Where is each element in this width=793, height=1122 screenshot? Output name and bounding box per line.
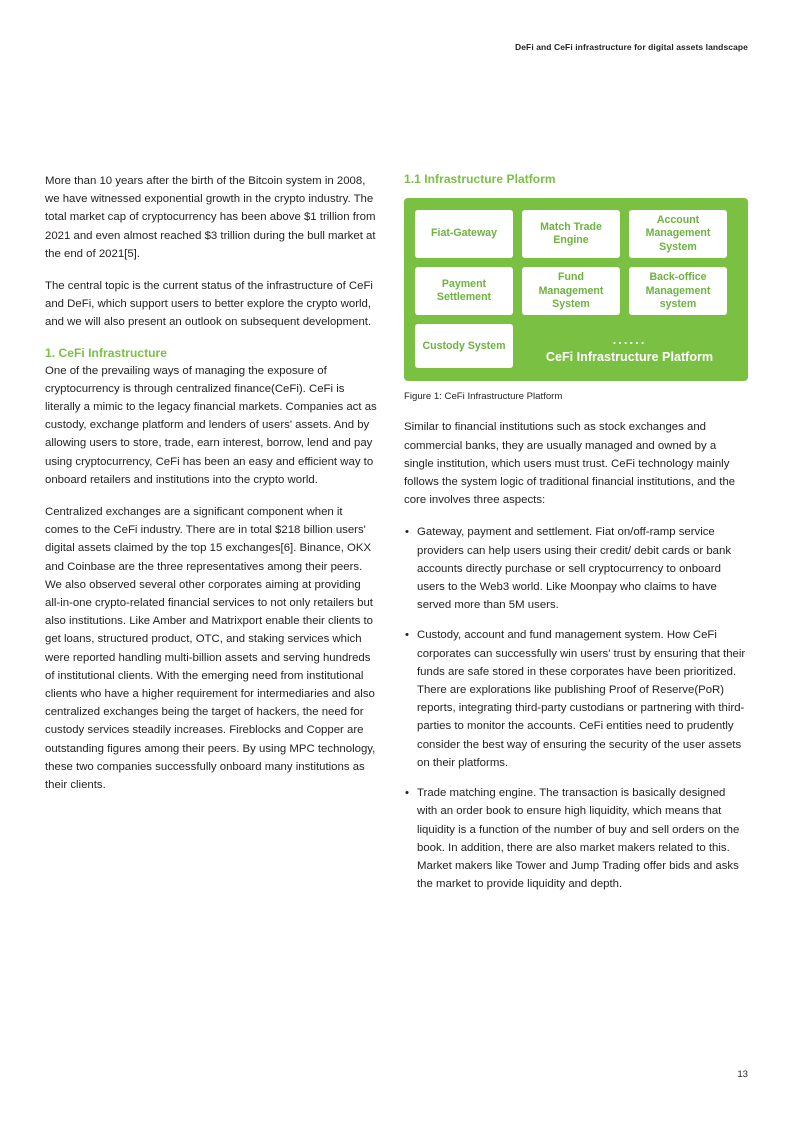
paragraph-cefi-2: Centralized exchanges are a significant component when it comes to the CeFi industry. There are in total $218 billion users' digital assets claimed by the top 15 exchanges[6]. Binance, OKX and Coinbase are the three representatives among their peers. We also observed several other corporates aiming at providing all-in-one crypto-related financial services to not only retailers but also institutions. Like Amber and Matrixport enable their clients to get loans, structured product, OTC, and staking services which were reported handling multi-billion assets and serving hundreds of institutional clients. With the emerging need from institutional clients who have a higher requirement for intermediaries and also centralized exchanges being the target of hackers, the need for custody services steadily increases. Fireblocks and Copper are outstanding figures among their peers. By using MPC technology, these two companies successfully onboard many institutions as their clients. bbox=[45, 506, 376, 792]
list-item: • Gateway, payment and settlement. Fiat on/off-ramp service providers can help users using their credit/ debit cards or bank accounts directly purchase or sell cryptocurrency to onboard users to the Web3 world. Like Moonpay who claims to have served more than 5M users. bbox=[404, 523, 748, 614]
list-item: • Custody, account and fund management system. How CeFi corporates can successfully win users' trust by ensuring that their funds are safe stored in these corporates have been prioritized. There are explorations like publishing Proof of Reserve(PoR) reports, integrating third-party custodians or partnering with third-parties to monitor the accounts. CeFi entities need to prudently consider the best way of ensuring the security of the user assets on their platforms. bbox=[404, 626, 748, 772]
figure-box-fund-management-system: Fund Management System bbox=[522, 267, 620, 315]
figure-box-fiat-gateway: Fiat-Gateway bbox=[415, 210, 513, 258]
figure-title: CeFi Infrastructure Platform bbox=[545, 350, 714, 365]
section-heading-infrastructure-platform: 1.1 Infrastructure Platform bbox=[404, 172, 556, 186]
paragraph-similar-institutions: Similar to financial institutions such as stock exchanges and commercial banks, they are usually managed and owned by a single institution, which users must trust. CeFi technology mainly follows the system logic of traditional financial institutions, and the core involves three aspects: bbox=[404, 421, 736, 507]
paragraph-cefi-1: One of the prevailing ways of managing the exposure of cryptocurrency is through centralized finance(CeFi). CeFi is literally a mimic to the legacy financial markets. Companies act as custody, exchange platform and lenders of users' assets. And by allowing users to store, trade, earn interest, borrow, lend and pay using cryptocurrency, CeFi has been an easy and efficient way to onboard retailers and institutions into the crypto world. bbox=[45, 364, 377, 486]
figure-inner-caption bbox=[522, 334, 737, 368]
figure-last-row bbox=[415, 324, 737, 368]
left-column bbox=[45, 172, 377, 808]
list-item: • Trade matching engine. The transaction is basically designed with an order book to ensure high liquidity, which means that liquidity is a function of the number of buy and sell orders on the book. In addition, there are also market makers related to this. Market makers like Tower and Jump Trading offer bids and asks the market to provide liquidity and depth. bbox=[404, 784, 748, 893]
figure-box-custody-system: Custody System bbox=[415, 324, 513, 368]
running-head: DeFi and CeFi infrastructure for digital assets landscape bbox=[515, 42, 748, 52]
figure-box-account-management-system: Account Management System bbox=[629, 210, 727, 258]
figure-box-match-trade-engine: Match Trade Engine bbox=[522, 210, 620, 258]
figure-ellipsis: ...... bbox=[612, 332, 647, 348]
figure-box-back-office-management-system: Back-office Management system bbox=[629, 267, 727, 315]
figure-caption: Figure 1: CeFi Infrastructure Platform bbox=[404, 391, 563, 403]
figure-cefi-infrastructure-platform bbox=[404, 198, 748, 381]
core-aspects-list bbox=[404, 523, 748, 893]
section-heading-cefi-infrastructure: 1. CeFi Infrastructure bbox=[45, 345, 168, 360]
figure-box-payment-settlement: Payment Settlement bbox=[415, 267, 513, 315]
right-column bbox=[404, 172, 748, 905]
figure-box-grid bbox=[415, 210, 737, 315]
page-number: 13 bbox=[737, 1069, 748, 1080]
paragraph-intro-1: More than 10 years after the birth of the Bitcoin system in 2008, we have witnessed exponential growth in the crypto industry. The total market cap of cryptocurrency has been above $1 trillion from 2021 and even almost reached $3 trillion during the bull market at the end of 2021[5]. bbox=[45, 175, 376, 260]
paragraph-intro-2: The central topic is the current status of the infrastructure of CeFi and DeFi, which support users to better explore the crypto world, and we will also present an outlook on subsequent development. bbox=[45, 280, 373, 329]
